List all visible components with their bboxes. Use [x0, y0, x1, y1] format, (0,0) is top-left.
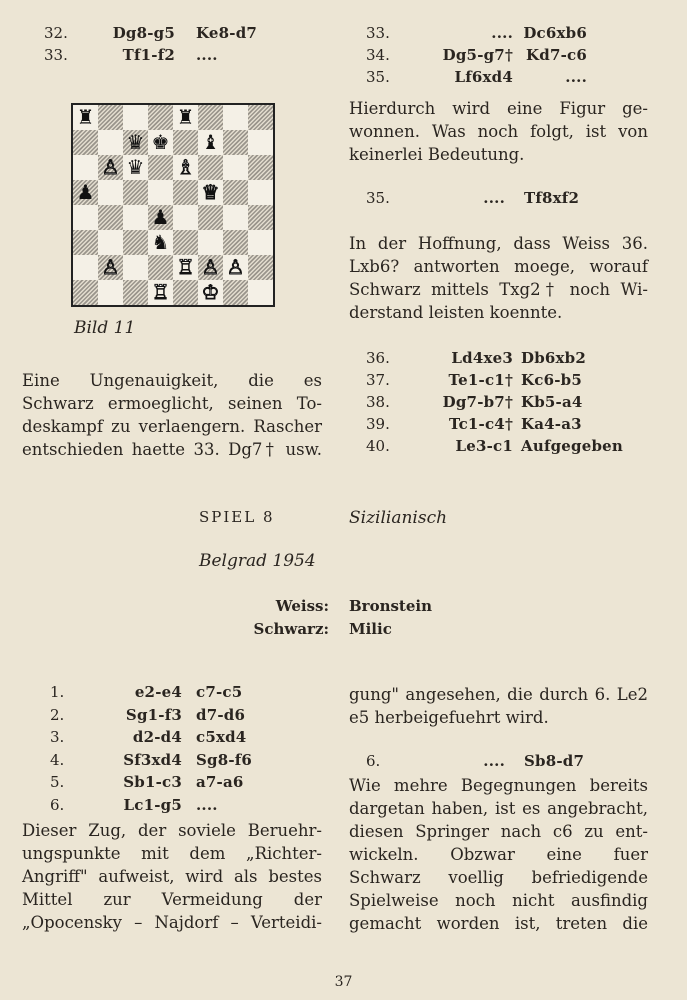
board-square-f6: [198, 155, 223, 180]
chess-piece-icon: ♗: [176, 155, 195, 179]
game-title: SPIEL 8: [199, 508, 275, 526]
move-number: 35.: [366, 189, 390, 207]
white-move: Le3-c1: [455, 437, 513, 455]
black-move: Dc6xb6: [523, 24, 587, 42]
page-number: 37: [334, 974, 353, 990]
board-square-b8: [98, 105, 123, 130]
board-square-a1: [73, 280, 98, 305]
black-move: Tf8xf2: [524, 189, 580, 207]
move-number: 35.: [366, 68, 390, 86]
chess-piece-icon: ♝: [201, 130, 220, 154]
move-number: 6.: [366, 752, 381, 770]
white-move: Sf3xd4: [123, 750, 182, 769]
board-square-g1: [223, 280, 248, 305]
white-move: ....: [483, 189, 505, 207]
white-move: e2-e4: [134, 683, 182, 701]
board-square-f3: [198, 230, 223, 255]
chess-piece-icon: ♚: [151, 130, 170, 154]
chess-piece-icon: ♞: [151, 230, 170, 254]
board-square-a2: [73, 255, 98, 280]
move-number: 37.: [366, 371, 390, 389]
white-label: Weiss:: [275, 597, 329, 615]
board-square-h4: [248, 205, 273, 230]
black-move: d7-d6: [196, 705, 246, 724]
black-move: a7-a6: [196, 773, 244, 791]
move-number: 4.: [50, 750, 65, 769]
black-move: Sb8-d7: [524, 752, 585, 770]
black-label: Schwarz:: [253, 620, 329, 638]
board-square-h3: [248, 230, 273, 255]
black-move: Ka4-a3: [521, 415, 582, 433]
move-number: 32.: [44, 24, 68, 42]
board-square-g4: [223, 205, 248, 230]
annotation-hope: In der Hoffnung, dass Weiss 36. Lxb6? antworten moege, worauf Schwarz mittels Txg2† noch Wi- derstand leisten koennte.: [349, 234, 648, 322]
black-move: Aufgegeben: [521, 437, 623, 455]
white-move: Sb1-c3: [123, 773, 182, 791]
white-move: Dg8-g5: [112, 24, 175, 42]
board-square-c2: [123, 255, 148, 280]
move-number: 2.: [50, 705, 65, 724]
board-square-b4: [98, 205, 123, 230]
chess-piece-icon: ♙: [101, 155, 120, 179]
black-player: Milic: [349, 620, 392, 638]
black-move: Kb5-a4: [521, 393, 583, 411]
board-square-b5: [98, 180, 123, 205]
board-square-g6: [223, 155, 248, 180]
chess-piece-icon: ♟: [76, 180, 95, 204]
board-square-d5: [148, 180, 173, 205]
board-square-g7: [223, 130, 248, 155]
annotation-move6: Dieser Zug, der soviele Beruehr- ungspunkte mit dem „Richter- Angriff" aufweist, wird als bestes Mittel zur Vermeidung der „Opocensky – Najdorf – Verteidi-: [22, 821, 322, 932]
chess-piece-icon: ♟: [151, 205, 170, 229]
move-number: 1.: [50, 683, 65, 701]
chess-piece-icon: ♛: [126, 155, 145, 179]
move-number: 40.: [366, 437, 390, 455]
board-square-h1: [248, 280, 273, 305]
black-move: Kc6-b5: [521, 371, 582, 389]
annotation-inaccuracy: Eine Ungenauigkeit, die es Schwarz ermoeglicht, seinen To- deskampf zu verlaengern. Rascher entschieden haette 33. Dg7† usw.: [22, 371, 322, 459]
chess-piece-icon: ♔: [201, 280, 220, 304]
move-number: 3.: [50, 728, 65, 746]
black-move: c7-c5: [196, 683, 243, 701]
move-number: 5.: [50, 773, 65, 791]
white-move: Sg1-f3: [125, 705, 182, 724]
board-square-d2: [148, 255, 173, 280]
move-number: 6.: [50, 795, 65, 814]
black-move: c5xd4: [196, 728, 247, 746]
diagram-caption: Bild 11: [74, 318, 136, 338]
move-number: 36.: [366, 349, 390, 367]
chess-piece-icon: ♖: [176, 255, 195, 279]
board-square-f4: [198, 205, 223, 230]
board-square-h5: [248, 180, 273, 205]
board-square-h7: [248, 130, 273, 155]
black-move: Ke8-d7: [196, 24, 258, 42]
black-move: Kd7-c6: [526, 46, 587, 64]
board-square-c5: [123, 180, 148, 205]
black-move: Sg8-f6: [196, 750, 253, 769]
chess-piece-icon: ♜: [76, 105, 95, 129]
black-move: ....: [196, 795, 218, 814]
board-square-h6: [248, 155, 273, 180]
white-move: Lf6xd4: [454, 68, 513, 86]
board-square-d6: [148, 155, 173, 180]
annotation-continued: gung" angesehen, die durch 6. Le2 e5 herbeigefuehrt wird.: [349, 685, 648, 727]
annotation-35: Hierdurch wird eine Figur ge- wonnen. Was noch folgt, ist von keinerlei Bedeutung.: [349, 99, 648, 164]
board-square-a3: [73, 230, 98, 255]
white-move: Lc1-g5: [123, 795, 182, 814]
chess-piece-icon: ♛: [126, 130, 145, 154]
board-square-a6: [73, 155, 98, 180]
white-move: ....: [491, 24, 513, 42]
black-move: ....: [565, 68, 587, 86]
move-number: 38.: [366, 393, 390, 411]
opening-name: Sizilianisch: [349, 508, 448, 528]
board-square-d8: [148, 105, 173, 130]
chess-piece-icon: ♖: [151, 280, 170, 304]
board-square-h2: [248, 255, 273, 280]
white-player: Bronstein: [349, 597, 433, 615]
board-square-b1: [98, 280, 123, 305]
move-number: 34.: [366, 46, 390, 64]
white-move: Dg5-g7†: [442, 46, 513, 64]
white-move: d2-d4: [132, 728, 182, 746]
chess-piece-icon: ♙: [101, 255, 120, 279]
board-square-e3: [173, 230, 198, 255]
white-move: Tf1-f2: [122, 46, 175, 64]
annotation-knight: Wie mehre Begegnungen bereits dargetan haben, ist es angebracht, diesen Springer nach c6 zu ent- wickeln. Obzwar eine fuer Schwarz voellig befriedigende Spielweise noch nicht ausfindig gemacht worden ist, treten die: [349, 776, 648, 933]
chess-piece-icon: ♕: [201, 180, 220, 204]
board-square-e7: [173, 130, 198, 155]
board-square-e5: [173, 180, 198, 205]
white-move: Ld4xe3: [451, 349, 513, 367]
chess-piece-icon: ♙: [201, 255, 220, 279]
board-square-c1: [123, 280, 148, 305]
board-square-b3: [98, 230, 123, 255]
chess-diagram: [71, 103, 275, 307]
white-move: Dg7-b7†: [442, 393, 513, 411]
board-square-f8: [198, 105, 223, 130]
board-square-c4: [123, 205, 148, 230]
black-move: Db6xb2: [521, 349, 587, 367]
board-square-c3: [123, 230, 148, 255]
white-move: ....: [483, 752, 505, 770]
board-square-g5: [223, 180, 248, 205]
board-square-g8: [223, 105, 248, 130]
board-square-g3: [223, 230, 248, 255]
board-square-e4: [173, 205, 198, 230]
event-place: Belgrad 1954: [199, 551, 316, 571]
board-square-c8: [123, 105, 148, 130]
move-number: 33.: [44, 46, 68, 64]
board-square-a4: [73, 205, 98, 230]
board-square-h8: [248, 105, 273, 130]
board-square-e1: [173, 280, 198, 305]
move-number: 39.: [366, 415, 390, 433]
chess-piece-icon: ♜: [176, 105, 195, 129]
white-move: Te1-c1†: [448, 371, 513, 389]
white-move: Tc1-c4†: [448, 415, 513, 433]
black-move: ....: [196, 46, 218, 64]
move-number: 33.: [366, 24, 390, 42]
board-square-a7: [73, 130, 98, 155]
chess-piece-icon: ♙: [226, 255, 245, 279]
board-square-b7: [98, 130, 123, 155]
